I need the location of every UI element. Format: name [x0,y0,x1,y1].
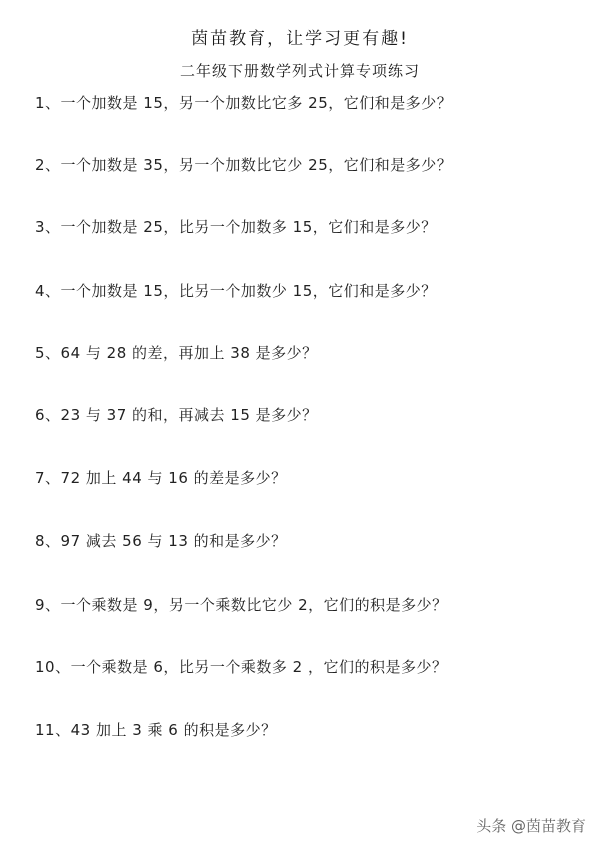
question-11: 11、43 加上 3 乘 6 的积是多少？ [35,721,277,739]
question-9: 9、一个乘数是 9，另一个乘数比它少 2，它们的积是多少？ [35,596,448,614]
question-10: 10、一个乘数是 6，比另一个乘数多 2 ，它们的积是多少？ [35,658,448,676]
source-watermark: 头条 @茵苗教育 [476,817,586,835]
question-2: 2、一个加数是 35，另一个加数比它少 25，它们和是多少？ [35,156,453,174]
question-6: 6、23 与 37 的和，再减去 15 是多少？ [35,406,318,424]
question-7: 7、72 加上 44 与 16 的差是多少？ [35,469,287,487]
brand-slogan: 茵苗教育，让学习更有趣! [191,29,409,49]
question-8: 8、97 减去 56 与 13 的和是多少？ [35,532,287,550]
question-3: 3、一个加数是 25，比另一个加数多 15，它们和是多少？ [35,218,437,236]
question-4: 4、一个加数是 15，比另一个加数少 15，它们和是多少？ [35,282,437,300]
question-1: 1、一个加数是 15，另一个加数比它多 25，它们和是多少？ [35,94,453,112]
question-5: 5、64 与 28 的差，再加上 38 是多少？ [35,344,318,362]
worksheet-title: 二年级下册数学列式计算专项练习 [179,62,420,80]
